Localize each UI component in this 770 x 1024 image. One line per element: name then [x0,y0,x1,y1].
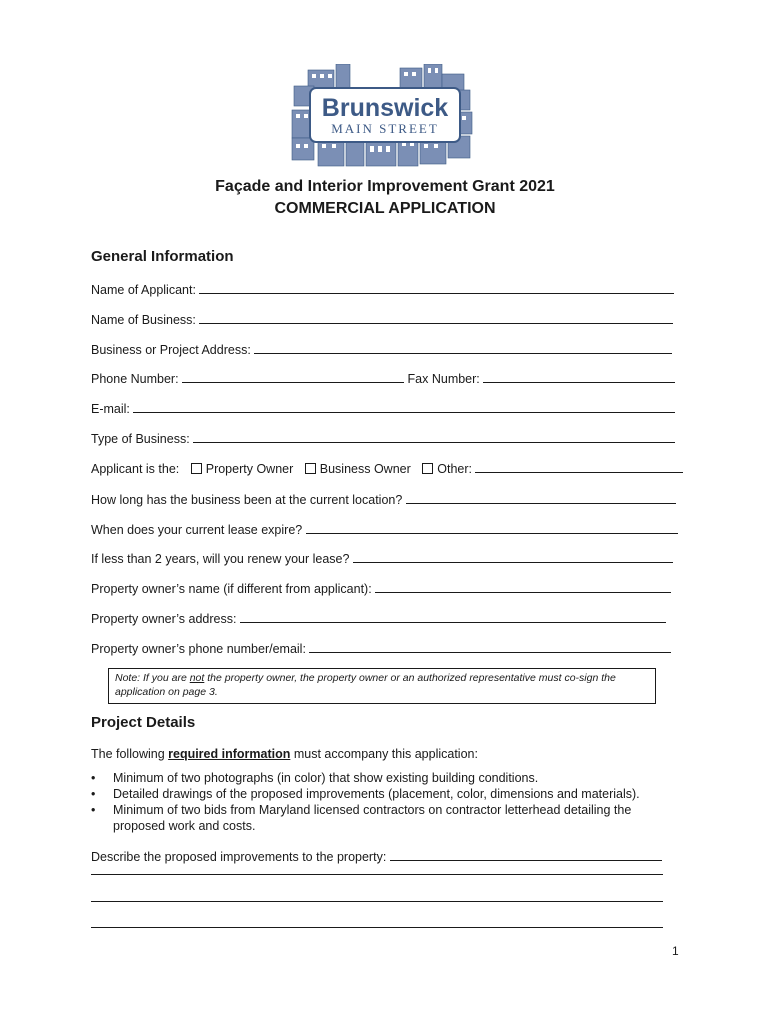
note-text: Note: If you are [115,672,190,684]
field-owner-phone [91,640,671,656]
field-label: When does your current lease expire? [91,523,303,537]
business-name-input-line[interactable] [199,311,673,324]
list-item: • Minimum of two bids from Maryland licensed contractors on contractor letterhead detailing the proposed work and costs. [91,802,661,834]
field-label: Type of Business: [91,432,190,446]
field-label: Property owner’s address: [91,612,237,626]
field-type-of-business [91,430,675,446]
field-label: Property owner’s phone number/email: [91,642,306,656]
intro-text: The following [91,747,169,761]
field-describe-improvements [91,848,662,864]
field-name-of-applicant [91,281,674,297]
list-item: • Detailed drawings of the proposed improvements (placement, color, dimensions and materials). [91,786,661,802]
field-renew-lease [91,550,673,566]
brunswick-main-street-logo [290,64,474,168]
other-checkbox[interactable] [422,463,433,474]
field-owner-address [91,610,666,626]
section-heading-general-information: General Information [91,248,234,265]
describe-continuation-line[interactable] [91,927,663,928]
field-label: Property owner’s name (if different from applicant): [91,582,372,596]
describe-input-line[interactable] [390,848,662,861]
address-input-line[interactable] [254,341,672,354]
field-label: Fax Number: [407,372,480,386]
note-emphasis: not [189,672,205,684]
field-label: If less than 2 years, will you renew your lease? [91,552,350,566]
field-owner-name [91,580,671,596]
describe-continuation-line[interactable] [91,874,663,875]
fax-input-line[interactable] [483,370,675,383]
note-text: the property owner, the property owner or an authorized representative must co-sign the application on page 3. [115,672,616,698]
field-label: E-mail: [91,402,130,416]
requirements-list [91,770,661,834]
business-owner-checkbox[interactable] [305,463,316,474]
checkbox-label: Property Owner [205,462,294,476]
section-heading-project-details: Project Details [91,714,196,731]
list-item: • Minimum of two photographs (in color) that show existing building conditions. [91,770,661,786]
field-label: Describe the proposed improvements to the property: [91,850,387,864]
intro-text: must accompany this application: [290,747,478,761]
lease-input-line[interactable] [306,521,678,534]
email-input-line[interactable] [133,400,675,413]
field-label: How long has the business been at the current location? [91,493,403,507]
other-input-line[interactable] [475,460,683,473]
required-info-intro [91,747,478,761]
logo-text-main-street: MAIN STREET [331,121,439,136]
owner-address-input-line[interactable] [240,610,666,623]
phone-input-line[interactable] [182,370,404,383]
owner-name-input-line[interactable] [375,580,671,593]
field-business-address [91,341,672,357]
field-name-of-business [91,311,673,327]
field-how-long [91,491,676,507]
field-label: Name of Business: [91,313,196,327]
field-label: Name of Applicant: [91,283,196,297]
field-email [91,400,675,416]
business-type-input-line[interactable] [193,430,675,443]
applicant-name-input-line[interactable] [199,281,674,294]
property-owner-checkbox[interactable] [191,463,202,474]
co-sign-note-box [108,668,656,704]
describe-continuation-line[interactable] [91,901,663,902]
checkbox-label: Business Owner [319,462,411,476]
checkbox-label: Other: [437,462,472,476]
field-label: Applicant is the: [91,462,180,476]
field-applicant-is [91,460,683,476]
field-label: Phone Number: [91,372,179,386]
owner-phone-input-line[interactable] [309,640,671,653]
logo-text-brunswick: Brunswick [321,94,449,122]
field-label: Business or Project Address: [91,343,251,357]
field-phone-fax [91,370,675,386]
field-lease-expire [91,521,678,537]
required-information-emphasis: required information [168,747,291,761]
how-long-input-line[interactable] [406,491,676,504]
page-number: 1 [672,944,679,958]
document-subtitle: COMMERCIAL APPLICATION [274,200,496,217]
renew-input-line[interactable] [353,550,673,563]
document-title: Façade and Interior Improvement Grant 2021 [215,178,555,195]
